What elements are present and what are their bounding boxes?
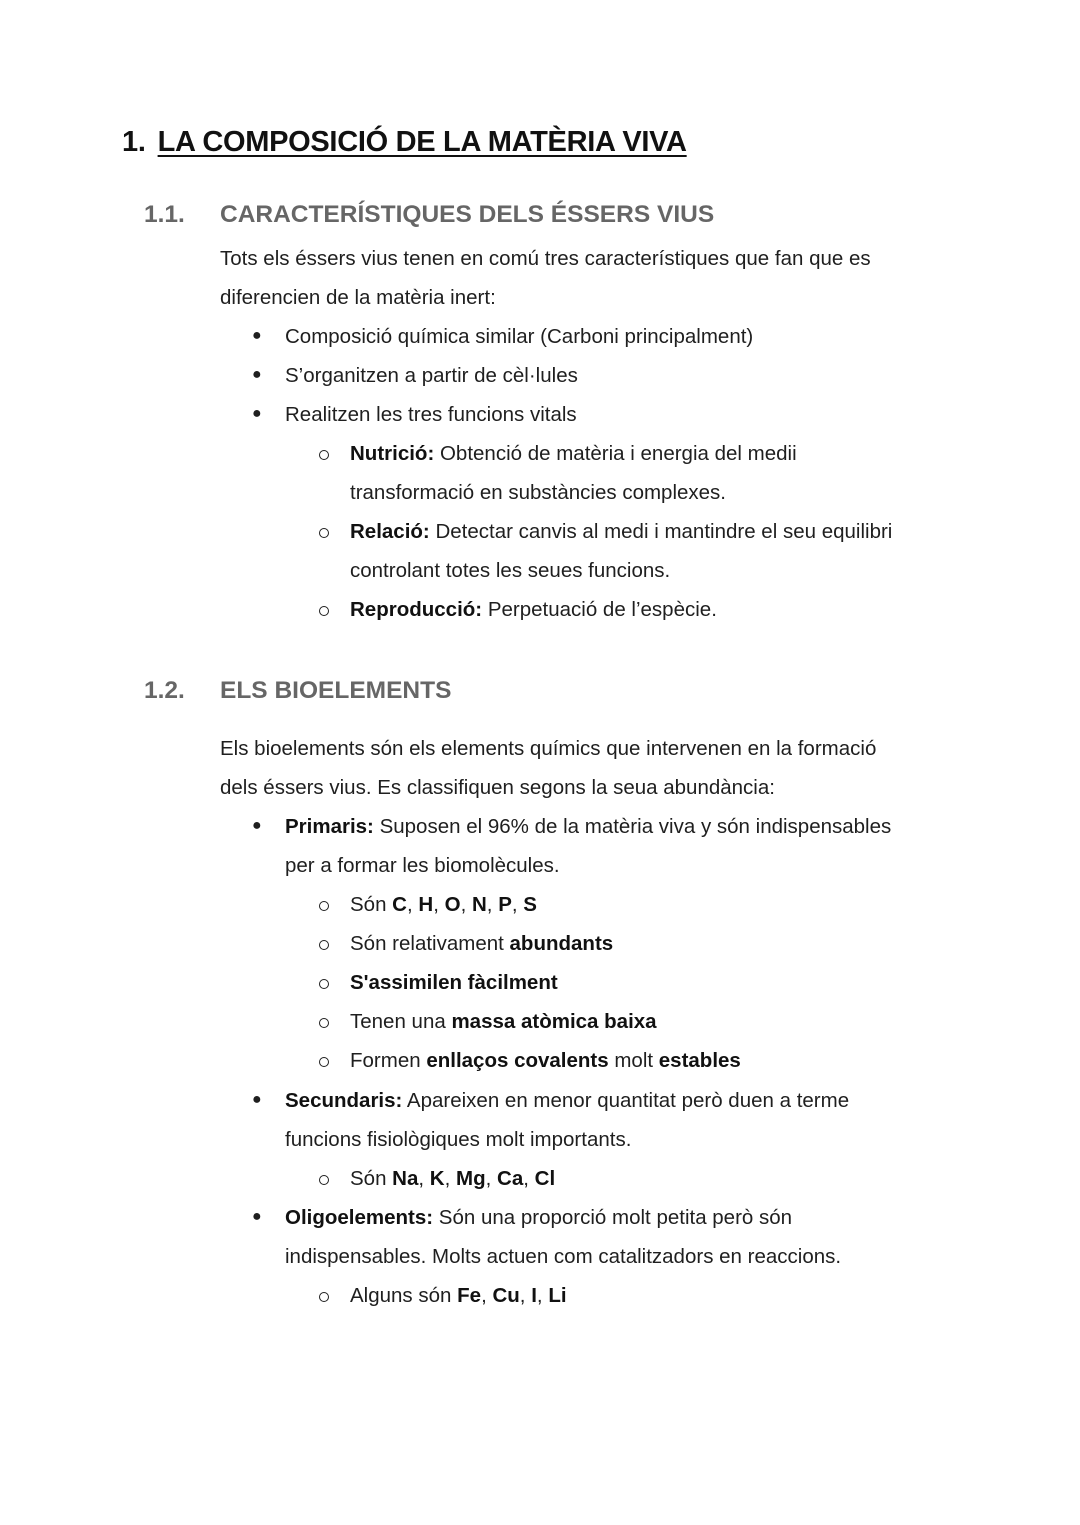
bullet-icon: ● (252, 817, 262, 834)
hollow-bullet-icon (319, 606, 329, 616)
section-1-1-intro (220, 239, 940, 317)
bullet-icon: ● (252, 1091, 262, 1108)
list-item-primaris: Primaris: Suposen el 96% de la matèria viva y són indispensables (285, 815, 892, 838)
main-heading-title: LA COMPOSICIÓ DE LA MATÈRIA VIVA (157, 126, 687, 158)
bullet-icon: ● (252, 1208, 262, 1225)
list-item: Realitzen les tres funcions vitals (285, 403, 577, 426)
primary-elements-list: Són C, H, O, N, P, S (350, 893, 537, 916)
list-subitem: Tenen una massa atòmica baixa (350, 1010, 657, 1033)
hollow-bullet-icon (319, 1292, 329, 1302)
trace-elements-list: Alguns són Fe, Cu, I, Li (350, 1284, 567, 1307)
intro-line: Els bioelements són els elements químics que intervenen en la formació (220, 737, 877, 760)
bullet-icon: ● (252, 405, 262, 422)
section-number: 1.1. (144, 201, 185, 228)
hollow-bullet-icon (319, 940, 329, 950)
list-item-oligoelements: Oligoelements: Són una proporció molt petita però són (285, 1206, 793, 1229)
section-number: 1.2. (144, 677, 185, 704)
list-item-continuation: funcions fisiològiques molt importants. (285, 1128, 632, 1151)
list-subitem: Són relativament abundants (350, 932, 614, 955)
hollow-bullet-icon (319, 1057, 329, 1067)
list-item-continuation: per a formar les biomolècules. (285, 854, 560, 877)
intro-line: diferencien de la matèria inert: (220, 286, 496, 309)
list-item: S’organitzen a partir de cèl·lules (285, 364, 578, 387)
bullet-icon: ● (252, 327, 262, 344)
hollow-bullet-icon (319, 528, 329, 538)
intro-line: dels éssers vius. Es classifiquen segons la seua abundància: (220, 776, 775, 799)
hollow-bullet-icon (319, 1018, 329, 1028)
list-item-secundaris: Secundaris: Apareixen en menor quantitat però duen a terme (285, 1089, 850, 1112)
hollow-bullet-icon (319, 450, 329, 460)
list-subitem-continuation: transformació en substàncies complexes. (350, 481, 727, 504)
main-heading (122, 126, 687, 159)
hollow-bullet-icon (319, 1175, 329, 1185)
secondary-elements-list: Són Na, K, Mg, Ca, Cl (350, 1167, 556, 1190)
list-subitem: Relació: Detectar canvis al medi i mantindre el seu equilibri (350, 520, 893, 543)
list-subitem: S'assimilen fàcilment (350, 971, 558, 994)
section-title: CARACTERÍSTIQUES DELS ÉSSERS VIUS (220, 201, 715, 228)
list-subitem: Reproducció: Perpetuació de l’espècie. (350, 598, 717, 621)
list-item: Composició química similar (Carboni principalment) (285, 325, 754, 348)
section-title: ELS BIOELEMENTS (220, 677, 452, 704)
main-heading-number: 1. (122, 126, 146, 158)
hollow-bullet-icon (319, 901, 329, 911)
list-subitem: Formen enllaços covalents molt estables (350, 1049, 741, 1072)
hollow-bullet-icon (319, 979, 329, 989)
list-subitem-continuation: controlant totes les seues funcions. (350, 559, 671, 582)
section-1-2-intro (220, 729, 940, 807)
intro-line: Tots els éssers vius tenen en comú tres característiques que fan que es (220, 247, 871, 270)
list-subitem: Nutrició: Obtenció de matèria i energia del medii (350, 442, 797, 465)
bullet-icon: ● (252, 366, 262, 383)
list-item-continuation: indispensables. Molts actuen com catalitzadors en reaccions. (285, 1245, 842, 1268)
